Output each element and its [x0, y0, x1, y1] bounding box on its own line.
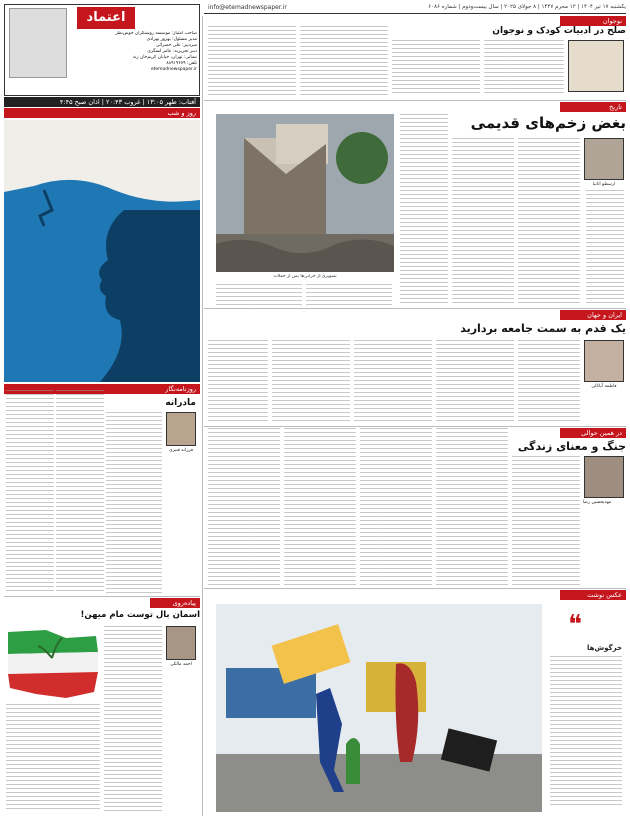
- sky-column-2: [6, 704, 100, 812]
- mother-article-title[interactable]: مادرانه: [165, 398, 196, 408]
- author-photo-mother: [166, 412, 196, 446]
- photo-note-body: [550, 656, 622, 806]
- section-tag-world: پیاده‌روی: [150, 598, 200, 608]
- life-column-4: [284, 428, 356, 586]
- mother-column-2: [56, 390, 104, 594]
- main-column-1: [518, 138, 580, 306]
- sky-article-title[interactable]: آسمان بال توست مام میهن!: [80, 610, 200, 620]
- masthead-cover-thumb: [9, 8, 67, 78]
- book-cover-image: [568, 40, 624, 92]
- iran-map-illustration: [6, 628, 100, 700]
- main-column-3: [586, 190, 624, 306]
- masthead-line: etemadnewspaper.ir: [150, 67, 197, 72]
- author-photo-sky: [166, 626, 196, 660]
- mother-column-1: [106, 412, 162, 594]
- author-photo-iran: [584, 340, 624, 382]
- iran-column-3: [354, 340, 432, 424]
- photo-note-box: [546, 604, 626, 812]
- author-name-life: مهدیحسین رضا: [582, 500, 612, 505]
- travelers-photo: [216, 604, 542, 812]
- main-column-6: [306, 284, 392, 310]
- quote-icon: ❝: [568, 610, 582, 640]
- author-photo-main: [584, 138, 624, 180]
- masthead: [4, 4, 200, 96]
- section-tag-history: تاریخ: [560, 102, 626, 112]
- mother-column-3: [6, 390, 54, 594]
- editorial-illustration: [4, 120, 200, 382]
- masthead-line: سردبیر: علی خضرائی: [155, 43, 197, 48]
- mother-strip: روزنامه‌نگار: [4, 384, 200, 394]
- photo-note-title: خرگوش‌ها: [587, 644, 622, 652]
- youth-column-3: [300, 26, 388, 96]
- youth-article-title[interactable]: صلح در ادبیات کودک و نوجوان: [492, 26, 626, 36]
- iran-column-4: [272, 340, 350, 424]
- masthead-credits: [71, 31, 197, 91]
- masthead-info-bar: آفتاب: ظهر ۱۳:۰۵ | غروب ۲۰:۴۳ | اذان صبح ۴:۴۵: [4, 97, 200, 107]
- newspaper-logo: اعتماد: [77, 7, 135, 29]
- email-address[interactable]: info@etemadnewspaper.ir: [208, 4, 287, 11]
- damaged-building-photo: [216, 114, 394, 272]
- section-tag-parents: روز و شب: [4, 108, 200, 118]
- life-column-2: [436, 428, 508, 586]
- iran-column-2: [436, 340, 514, 424]
- author-name-iran: فاطمه آیاتالی: [591, 384, 617, 389]
- life-column-5: [208, 428, 280, 586]
- author-name-main: ارسطو اتانیا: [592, 182, 616, 187]
- author-photo-life: [584, 456, 624, 498]
- masthead-line: مدیر مسئول: بهروز بهزادی: [146, 37, 197, 42]
- youth-column-4: [208, 26, 296, 96]
- author-name-mother: فرزانه قنبری: [168, 448, 194, 453]
- masthead-line: نشانی: تهران، خیابان کریم‌خان زند: [132, 55, 197, 60]
- life-article-title[interactable]: جنگ و معنای زندگی: [517, 440, 626, 453]
- iran-column-1: [518, 340, 580, 424]
- main-column-5: [216, 284, 302, 310]
- photo-caption-main: تصویری از خرابی‌ها پس از حملات: [273, 274, 337, 279]
- masthead-line: دبیر تحریریه: عامر لسگری: [147, 49, 197, 54]
- main-column-2: [452, 138, 514, 306]
- author-name-sky: احمد مالکی: [170, 662, 192, 667]
- iran-column-5: [208, 340, 268, 424]
- section-tag-youth: نوجوان: [560, 16, 626, 26]
- section-tag-photo: عکس نوشت: [560, 590, 626, 600]
- section-tag-review: در همین حوالی: [560, 428, 626, 438]
- youth-column-2: [392, 40, 480, 96]
- masthead-line: تلفن: ۸۸۹۱۹۶۷۹: [166, 61, 197, 66]
- iran-article-title[interactable]: یک قدم به سمت جامعه بردارید: [460, 322, 626, 335]
- main-article-title[interactable]: بغض زخم‌های قدیمی: [470, 114, 626, 132]
- life-column-3: [360, 428, 432, 586]
- sky-column-1: [104, 626, 162, 812]
- section-tag-iran: ایران و جهان: [560, 310, 626, 320]
- main-column-4: [400, 114, 448, 306]
- life-column-1: [512, 456, 580, 586]
- youth-column-1: [484, 40, 564, 96]
- masthead-line: صاحب امتیاز: موسسه روشنگران خوش‌نظر: [115, 31, 197, 36]
- dateline: یکشنبه ۱۷ تیر ۱۴۰۴ | ۱۲ محرم ۱۴۴۷ | ۸ جولای ۲۰۲۵ | سال بیست‌ودوم | شماره ۶۰۸۶: [428, 4, 626, 10]
